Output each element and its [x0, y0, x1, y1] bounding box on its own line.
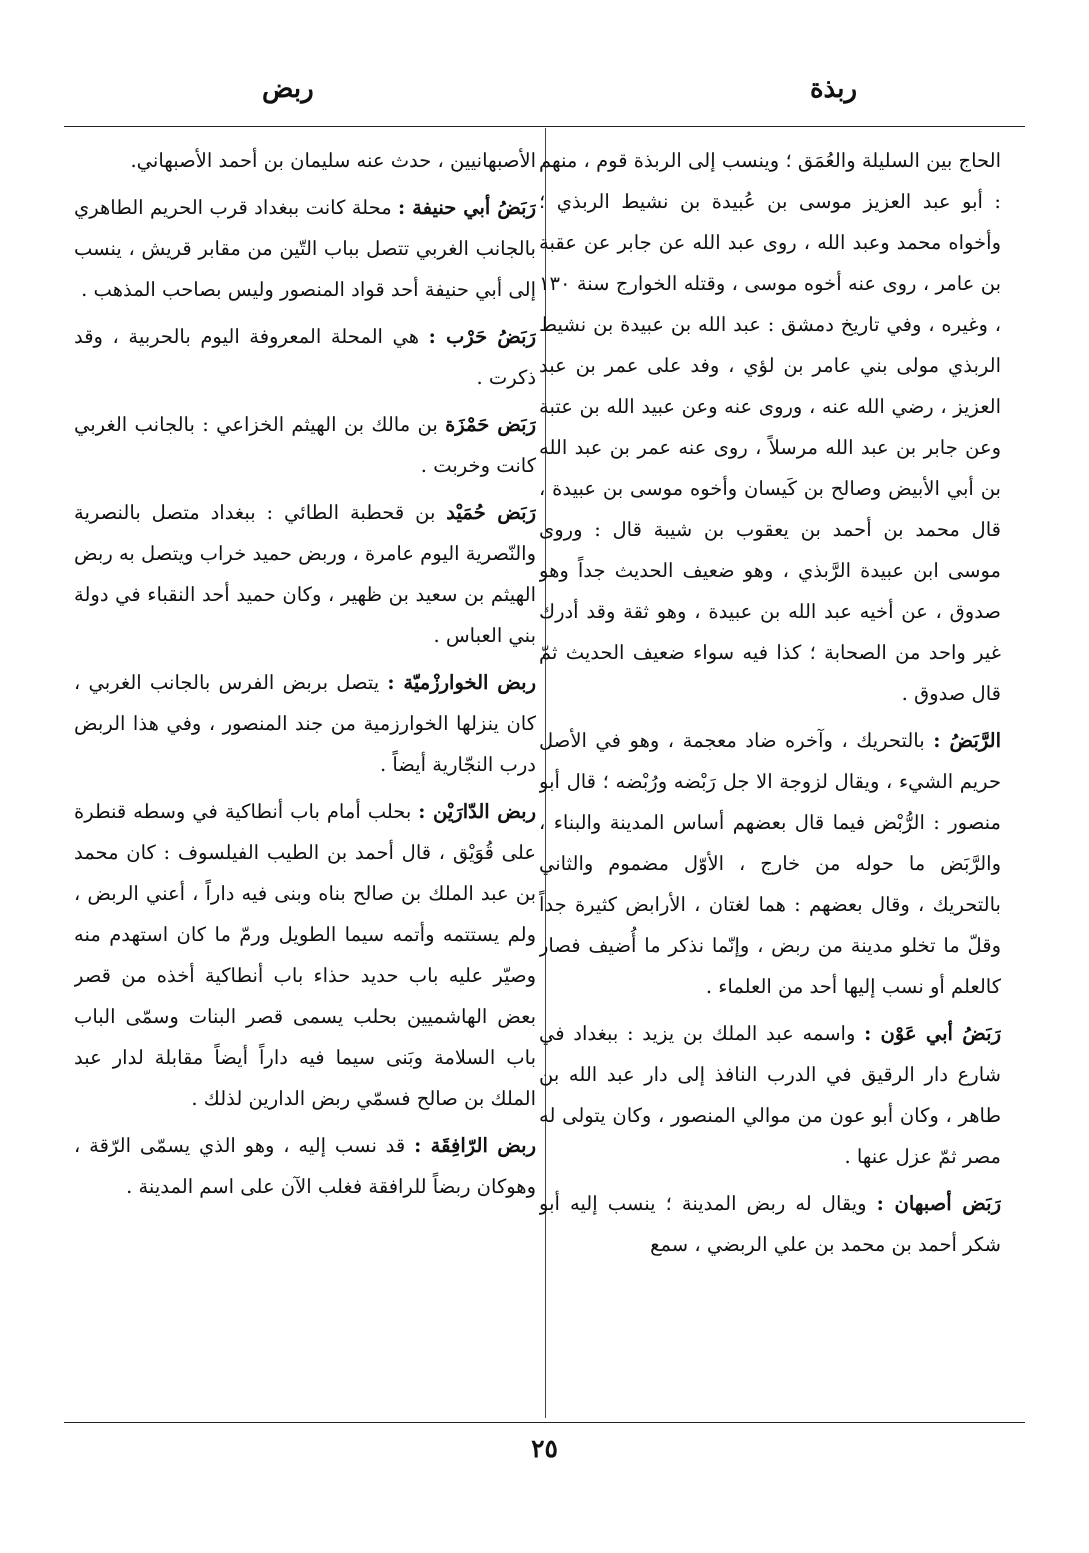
entry [539, 720, 1001, 1007]
entry-headword: رَبَض حُمَيْد [446, 501, 536, 524]
entry-headword: رَبَضُ حَرْب : [428, 325, 536, 348]
entry-text: هي المحلة المعروفة اليوم بالحربية ، وقد ذكرت . [74, 325, 536, 389]
footer-rule [64, 1422, 1025, 1423]
entry-headword: ربض الخوارزْميّة : [387, 671, 536, 694]
entry-headword: رَبَضُ أبي حنيفة : [398, 196, 536, 219]
entry-text: بحلب أمام باب أنطاكية في وسطه قنطرة على قُوَيْق ، قال أحمد بن الطيب الفيلسوف : كان محمد بن عبد الملك بن صالح بناه وبنى فيه داراً ، أعني الربض ، ولم يستتمه وأتمه سيما الطويل ورمّ ما كان استهدم منه وصيّر عليه باب حديد حذاء باب أنطاكية أخذه من قصر بعض الهاشميين بحلب يسمى قصر البنات وسمّى الباب باب السلامة وبَنى سيما فيه داراً أيضاً مقابلة لدار عبد الملك بن صالح فسمّي ربض الدارين لذلك . [74, 800, 536, 1110]
entry-text: يتصل بربض الفرس بالجانب الغربي ، كان ينزلها الخوارزمية من جند المنصور ، وفي هذا الربض درب النجّارية أيضاً . [74, 671, 536, 776]
entry [74, 404, 536, 486]
running-head-left: ربض [262, 74, 314, 104]
left-column [74, 140, 536, 1412]
entry-text: ويقال له ربض المدينة ؛ ينسب إليه أبو شكر أحمد بن محمد بن علي الربضي ، سمع [539, 1192, 1001, 1256]
right-column [539, 140, 1001, 1412]
entry [74, 187, 536, 310]
entry-headword: رَبَض حَمْزَة [445, 413, 536, 436]
entry-text: واسمه عبد الملك بن يزيد : ببغداد في شارع دار الرقيق في الدرب النافذ إلى دار عبد الله بن طاهر ، وكان أبو عون من موالي المنصور ، وكان يتولى له مصر ثمّ عزل عنها . [539, 1022, 1001, 1168]
entry-text: بن قحطبة الطائي : ببغداد متصل بالنصرية والنّصرية اليوم عامرة ، وربض حميد خراب ويتصل به ربض الهيثم بن سعيد بن ظهير ، وكان حميد أحد النقباء في دولة بني العباس . [74, 501, 536, 647]
entry [74, 316, 536, 398]
entry-text: قد نسب إليه ، وهو الذي يسمّى الرّقة ، وهوكان ربضاً للرافقة فغلب الآن على اسم المدينة . [74, 1134, 536, 1198]
entry-headword: الرَّبَضُ : [933, 729, 1001, 752]
entry-headword: رَبَضُ أبي عَوْن : [864, 1022, 1001, 1045]
entry [539, 1013, 1001, 1177]
entry [539, 140, 1001, 714]
entry [74, 1125, 536, 1207]
entry-headword: رَبَض أصبهان : [876, 1192, 1001, 1215]
entry [74, 662, 536, 785]
entry-text: الأصبهانيين ، حدث عنه سليمان بن أحمد الأصبهاني. [130, 149, 536, 172]
entry [539, 1183, 1001, 1265]
page-number: ٢٥ [531, 1434, 558, 1463]
entry-text: محلة كانت ببغداد قرب الحريم الطاهري بالجانب الغربي تتصل بباب التّين من مقابر قريش ، ينسب إلى أبي حنيفة أحد قواد المنصور وليس بصاحب المذهب . [74, 196, 536, 301]
running-head-right: ربذة [809, 74, 857, 104]
entry-headword: ربض الرّافِقَة : [414, 1134, 536, 1157]
entry [74, 140, 536, 181]
entry [74, 791, 536, 1119]
entry-headword: ربض الدّارَيْن : [418, 800, 536, 823]
entry [74, 492, 536, 656]
entry-text: الحاج بين السليلة والعُمَق ؛ وينسب إلى الربذة قوم ، منهم : أبو عبد العزيز موسى بن عُبيدة بن نشيط الربذي ؛ وأخواه محمد وعبد الله ، روى عبد الله عن جابر عن عقبة بن عامر ، روى عنه أخوه موسى ، وقتله الخوارج سنة ١٣٠ ، وغيره ، وفي تاريخ دمشق : عبد الله بن عبيدة بن نشيط الربذي مولى بني عامر بن لؤي ، وفد على عمر بن عبد العزيز ، رضي الله عنه ، وروى عنه وعن عبيد الله بن عتبة وعن جابر بن عبد الله مرسلاً ، روى عنه عمر بن عبد الله بن أبي الأبيض وصالح بن كَيسان وأخوه موسى بن عبيدة ، قال محمد بن أحمد بن يعقوب بن شيبة قال : وروى موسى ابن عبيدة الرَّبذي ، وهو ضعيف الحديث جداً وهو صدوق ، عن أخيه عبد الله بن عبيدة ، وهو ثقة وقد أدرك غير واحد من الصحابة ؛ كذا فيه سواء ضعيف الحديث ثمّ قال صدوق . [539, 149, 1001, 705]
header-rule [64, 126, 1025, 127]
entry-text: بالتحريك ، وآخره ضاد معجمة ، وهو في الأصل حريم الشيء ، ويقال لزوجة الا جل رَبْضه ورُبْضه ؛ قال أبو منصور : الرُّبْض فيما قال بعضهم أساس المدينة والبناء ، والرَّبَض ما حوله من خارج ، الأوّل مضموم والثاني بالتحريك ، وقال بعضهم : هما لغتان ، الأرابض كثيرة جداً وقلّ ما تخلو مدينة من ربض ، وإنّما نذكر ما أُضيف فصار كالعلم أو نسب إليها أحد من العلماء . [539, 729, 1001, 998]
entry-text: بن مالك بن الهيثم الخزاعي : بالجانب الغربي كانت وخربت . [74, 413, 536, 477]
